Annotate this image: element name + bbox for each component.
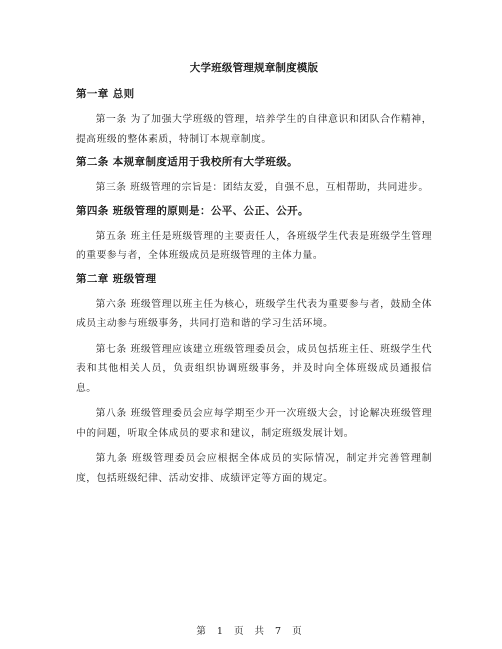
document-title: 大学班级管理规章制度模版 — [189, 62, 319, 74]
article-paragraph: 第三条 班级管理的宗旨是：团结友爱，自强不息，互相帮助，共同进步。 — [95, 182, 429, 193]
article-paragraph: 第五条 班主任是班级管理的主要责任人，各班级学生代表是班级学生管理的重要参与者，全体班级成员是班级管理的主体力量。 — [76, 230, 432, 261]
article-paragraph: 第八条 班级管理委员会应每学期至少开一次班级大会，讨论解决班级管理中的问题，听取全体成员的要求和建议，制定班级发展计划。 — [76, 408, 432, 439]
document-body — [76, 60, 432, 494]
article-heading: 第四条 班级管理的原则是：公平、公正、公开。 — [76, 204, 309, 217]
article-heading: 第二条 本规章制度适用于我校所有大学班级。 — [76, 156, 299, 168]
article-paragraph: 第九条 班级管理委员会应根据全体成员的实际情况，制定并完善管理制度，包括班级纪律、活动安排、成绩评定等方面的规定。 — [76, 453, 432, 484]
chapter-heading: 第一章 总则 — [76, 88, 135, 100]
chapter-heading: 第二章 班级管理 — [76, 272, 157, 285]
page-number-footer: 第 1 页 共 7 页 — [196, 626, 306, 637]
article-paragraph: 第七条 班级管理应该建立班级管理委员会，成员包括班主任、班级学生代表和其他相关人员，负责组织协调班级事务，并及时向全体班级成员通报信息。 — [76, 343, 432, 394]
article-paragraph: 第一条 为了加强大学班级的管理，培养学生的自律意识和团队合作精神，提高班级的整体素质，特制订本规章制度。 — [76, 114, 432, 145]
article-paragraph: 第六条 班级管理以班主任为核心，班级学生代表为重要参与者，鼓励全体成员主动参与班级事务，共同打造和谐的学习生活环境。 — [76, 298, 432, 329]
